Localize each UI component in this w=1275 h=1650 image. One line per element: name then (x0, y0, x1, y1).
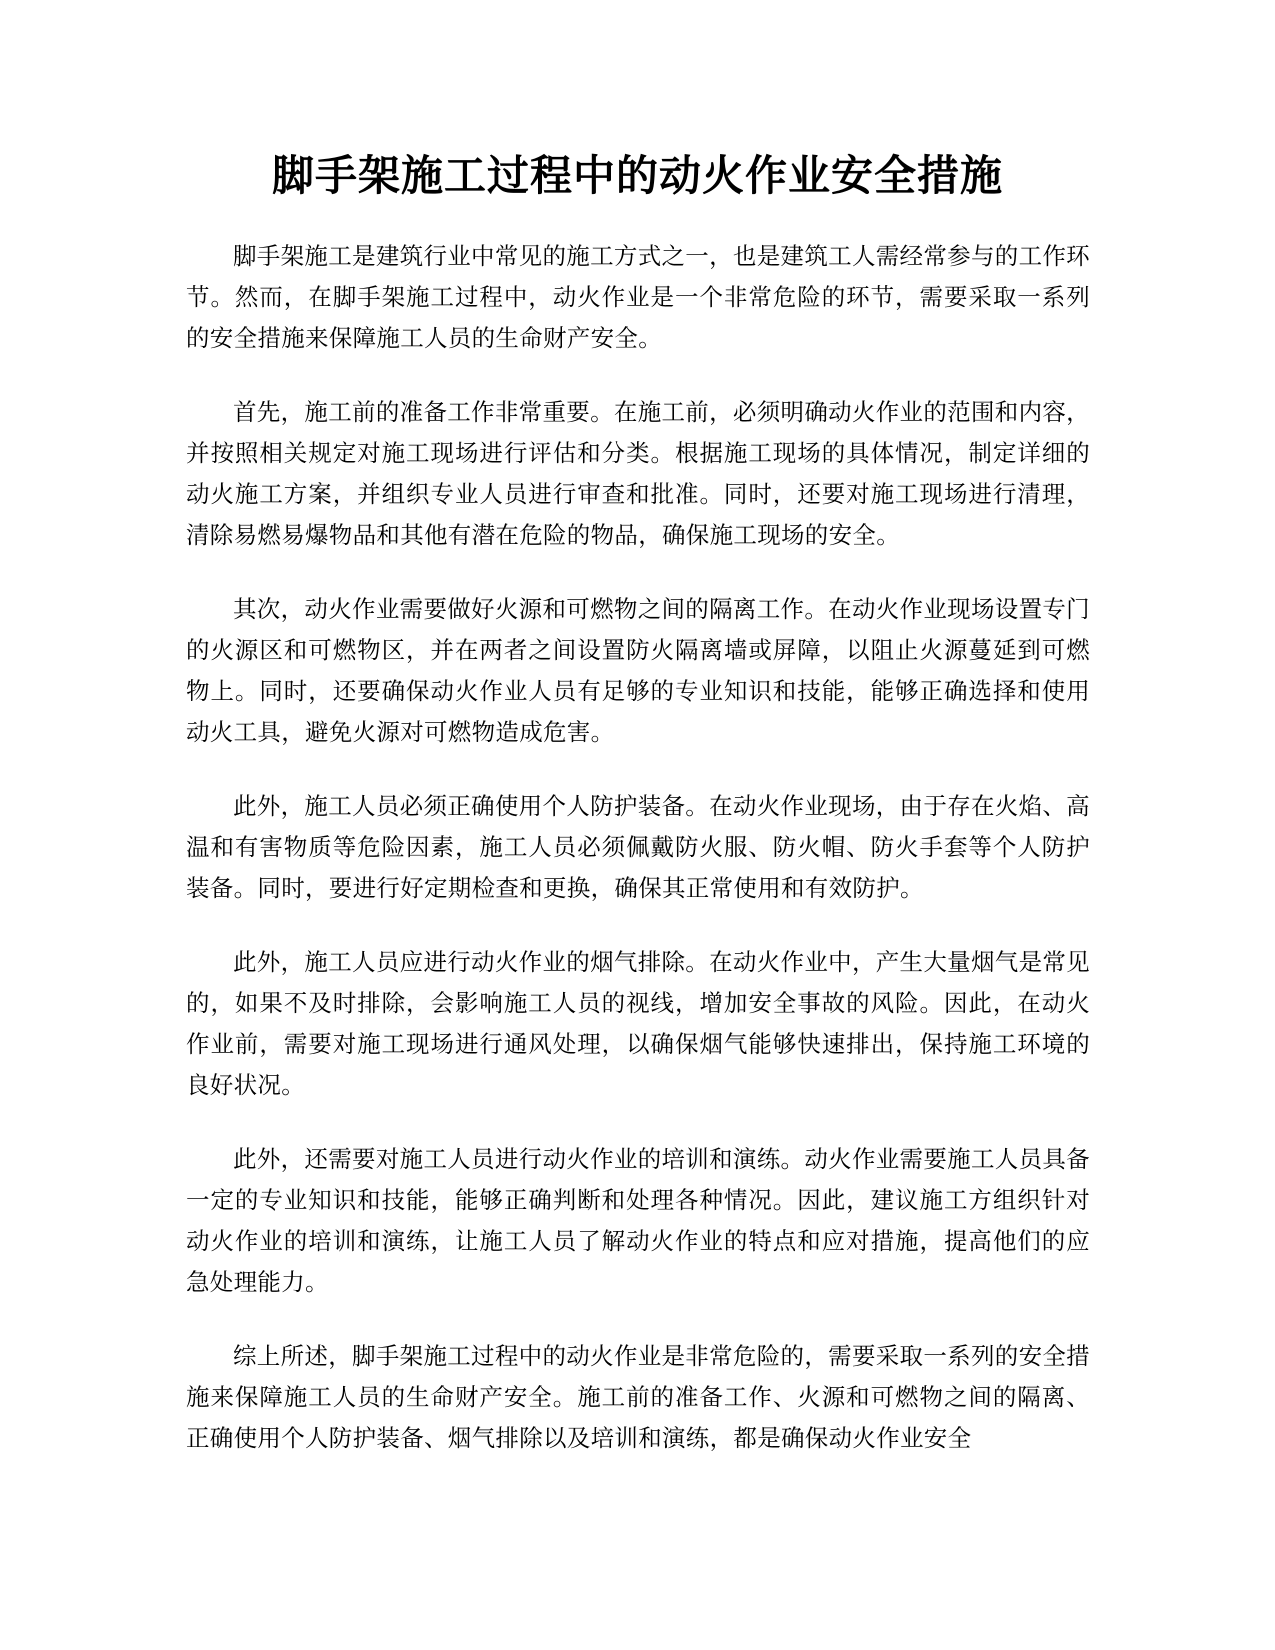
paragraph-preparation: 首先，施工前的准备工作非常重要。在施工前，必须明确动火作业的范围和内容，并按照相关规定对施工现场进行评估和分类。根据施工现场的具体情况，制定详细的动火施工方案，并组织专业人员进行审查和批准。同时，还要对施工现场进行清理，清除易燃易爆物品和其他有潜在危险的物品，确保施工现场的安全。 (186, 398, 1090, 549)
paragraph-smoke-exhaust: 此外，施工人员应进行动火作业的烟气排除。在动火作业中，产生大量烟气是常见的，如果不及时排除，会影响施工人员的视线，增加安全事故的风险。因此，在动火作业前，需要对施工现场进行通风处理，以确保烟气能够快速排出，保持施工环境的良好状况。 (186, 948, 1090, 1099)
paragraph-intro: 脚手架施工是建筑行业中常见的施工方式之一，也是建筑工人需经常参与的工作环节。然而，在脚手架施工过程中，动火作业是一个非常危险的环节，需要采取一系列的安全措施来保障施工人员的生命财产安全。 (186, 242, 1090, 352)
document-body (186, 236, 1090, 1492)
paragraph-isolation: 其次，动火作业需要做好火源和可燃物之间的隔离工作。在动火作业现场设置专门的火源区和可燃物区，并在两者之间设置防火隔离墙或屏障，以阻止火源蔓延到可燃物上。同时，还要确保动火作业人员有足够的专业知识和技能，能够正确选择和使用动火工具，避免火源对可燃物造成危害。 (186, 595, 1090, 746)
paragraph-training: 此外，还需要对施工人员进行动火作业的培训和演练。动火作业需要施工人员具备一定的专业知识和技能，能够正确判断和处理各种情况。因此，建议施工方组织针对动火作业的培训和演练，让施工人员了解动火作业的特点和应对措施，提高他们的应急处理能力。 (186, 1145, 1090, 1296)
paragraph-protective-equipment: 此外，施工人员必须正确使用个人防护装备。在动火作业现场，由于存在火焰、高温和有害物质等危险因素，施工人员必须佩戴防火服、防火帽、防火手套等个人防护装备。同时，要进行好定期检查和更换，确保其正常使用和有效防护。 (186, 792, 1090, 902)
paragraph-summary: 综上所述，脚手架施工过程中的动火作业是非常危险的，需要采取一系列的安全措施来保障施工人员的生命财产安全。施工前的准备工作、火源和可燃物之间的隔离、正确使用个人防护装备、烟气排除以及培训和演练，都是确保动火作业安全 (186, 1342, 1090, 1452)
document-title: 脚手架施工过程中的动火作业安全措施 (271, 151, 1003, 200)
